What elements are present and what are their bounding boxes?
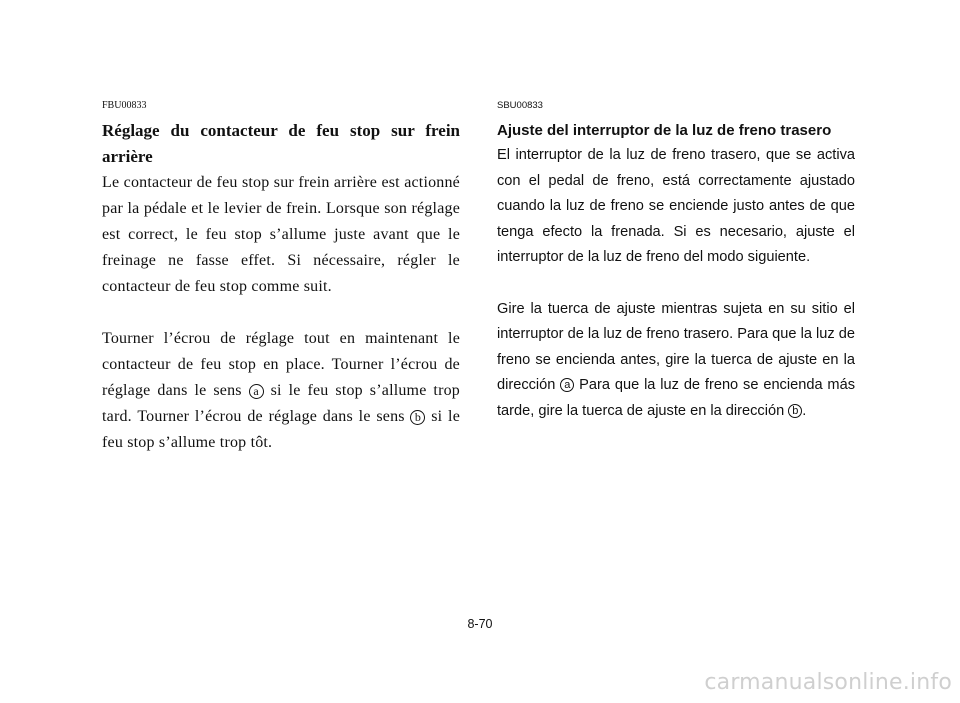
french-column — [102, 100, 460, 456]
procedure-text-1-es: Gire la tuerca de ajuste mientras sujeta en su sitio el interruptor de la luz de freno trasero. Para que la luz de freno se encienda antes, gire la tuerca de ajuste en la dirección — [497, 300, 855, 393]
direction-a-marker: a — [249, 384, 264, 399]
direction-b-marker: b — [410, 410, 425, 425]
paragraph-procedure-fr — [102, 326, 460, 456]
procedure-text-2-fr: si le feu stop s’allume trop tard. Tourner l’écrou de réglage dans le sens — [102, 382, 461, 425]
paragraph-intro-es: El interruptor de la luz de freno trasero, que se activa con el pedal de freno, está correctamente ajustado cuando la luz de freno se enciende justo antes de que tenga efecto la frenada. Si es necesario, ajuste el interruptor de la luz de freno del modo siguiente. — [497, 147, 855, 265]
procedure-text-2-es: Para que la luz de freno se encienda más tarde, gire la tuerca de ajuste en la dirección — [497, 377, 855, 419]
paragraph-intro-fr: Le contacteur de feu stop sur frein arrière est actionné par la pédale et le levier de frein. Lorsque son réglage est correct, le feu stop s’allume juste avant que le freinage ne fasse effet. Si nécessaire, régler le contacteur de feu stop comme suit. — [102, 174, 460, 295]
direction-b-marker: b — [788, 404, 802, 418]
watermark: carmanualsonline.info — [704, 670, 952, 695]
page-number: 8-70 — [467, 617, 493, 631]
spanish-column — [497, 100, 855, 424]
section-title-es: Ajuste del interruptor de la luz de freno trasero — [497, 122, 832, 139]
procedure-text-3-fr: si le feu stop s’allume trop tôt. — [102, 408, 460, 451]
direction-a-marker: a — [560, 378, 574, 392]
section-code-fr: FBU00833 — [102, 100, 147, 111]
procedure-text-3-es: . — [802, 402, 807, 419]
section-code-es: SBU00833 — [497, 100, 543, 111]
section-title-fr: Réglage du contacteur de feu stop sur frein arrière — [102, 121, 460, 166]
procedure-text-1-fr: Tourner l’écrou de réglage tout en maintenant le contacteur de feu stop en place. Tourner l’écrou de réglage dans le sens — [102, 330, 460, 399]
paragraph-procedure-es — [497, 297, 855, 425]
